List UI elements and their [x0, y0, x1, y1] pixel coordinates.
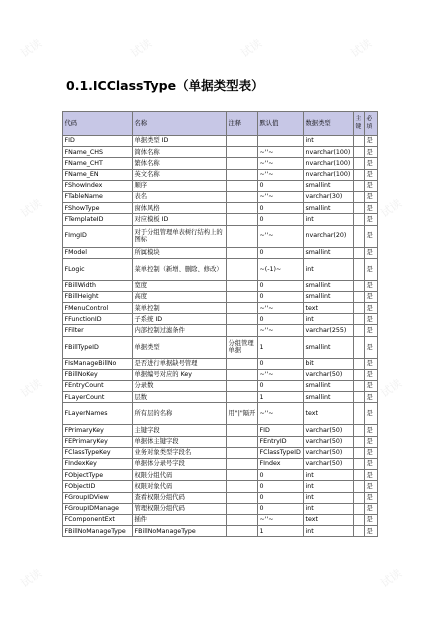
cell-default: 0 [258, 314, 304, 325]
cell-datatype: smallint [304, 280, 354, 291]
cell-default: 1 [258, 336, 304, 358]
cell-required: 是 [365, 481, 378, 492]
cell-default: 0 [258, 291, 304, 302]
cell-comment [227, 447, 258, 458]
cell-primary-key [354, 158, 365, 169]
cell-primary-key [354, 136, 365, 147]
table-row [63, 314, 378, 325]
cell-required: 是 [365, 158, 378, 169]
cell-comment [227, 503, 258, 514]
table-row [63, 158, 378, 169]
cell-primary-key [354, 191, 365, 202]
cell-default: ~''~ [258, 191, 304, 202]
cell-required: 是 [365, 381, 378, 392]
cell-required: 是 [365, 291, 378, 302]
cell-datatype: varchar(50) [304, 458, 354, 469]
cell-comment [227, 526, 258, 537]
cell-name: 高度 [133, 291, 227, 302]
table-row [63, 514, 378, 525]
cell-comment [227, 169, 258, 180]
cell-datatype: nvarchar(100) [304, 169, 354, 180]
cell-name: 单据类型 ID [133, 136, 227, 147]
cell-datatype: smallint [304, 336, 354, 358]
cell-required: 是 [365, 526, 378, 537]
table-row [63, 247, 378, 258]
table-row [63, 214, 378, 225]
cell-default: ~''~ [258, 147, 304, 158]
cell-comment [227, 225, 258, 247]
cell-default: ~''~ [258, 225, 304, 247]
cell-code: FTableName [63, 191, 133, 202]
cell-primary-key [354, 447, 365, 458]
cell-datatype: nvarchar(100) [304, 158, 354, 169]
cell-datatype: nvarchar(20) [304, 225, 354, 247]
cell-comment [227, 381, 258, 392]
cell-required: 是 [365, 147, 378, 158]
table-row [63, 526, 378, 537]
cell-datatype: int [304, 258, 354, 280]
table-row [63, 481, 378, 492]
cell-primary-key [354, 470, 365, 481]
cell-default: 0 [258, 481, 304, 492]
table-row [63, 503, 378, 514]
cell-default: 0 [258, 358, 304, 369]
cell-default: ~''~ [258, 303, 304, 314]
cell-comment [227, 314, 258, 325]
cell-default: 0 [258, 381, 304, 392]
cell-name: 表名 [133, 191, 227, 202]
cell-default: 1 [258, 392, 304, 403]
table-row [63, 492, 378, 503]
table-row [63, 381, 378, 392]
cell-primary-key [354, 169, 365, 180]
table-row [63, 225, 378, 247]
page-title: 0.1.ICClassType（单据类型表） [66, 78, 264, 93]
cell-default: 0 [258, 247, 304, 258]
table-row [63, 458, 378, 469]
cell-comment [227, 291, 258, 302]
table-row [63, 436, 378, 447]
table-row [63, 325, 378, 336]
cell-datatype: int [304, 503, 354, 514]
cell-required: 是 [365, 470, 378, 481]
cell-datatype: smallint [304, 392, 354, 403]
cell-comment [227, 147, 258, 158]
cell-default: ~''~ [258, 369, 304, 380]
table-row [63, 258, 378, 280]
cell-code: FLayerCount [63, 392, 133, 403]
cell-primary-key [354, 314, 365, 325]
table-row [63, 180, 378, 191]
table-row [63, 169, 378, 180]
table-row [63, 203, 378, 214]
cell-code: FID [63, 136, 133, 147]
cell-datatype: int [304, 526, 354, 537]
cell-datatype: varchar(50) [304, 436, 354, 447]
cell-name: 对于分组管理单表树行结构上的图标 [133, 225, 227, 247]
cell-name: 管理权限分组代码 [133, 503, 227, 514]
cell-default: FIndex [258, 458, 304, 469]
cell-primary-key [354, 526, 365, 537]
cell-name: 菜单控制（新增、删除、修改） [133, 258, 227, 280]
cell-primary-key [354, 225, 365, 247]
class-type-table [62, 111, 378, 537]
cell-required: 是 [365, 447, 378, 458]
cell-comment: 用"|"隔开 [227, 403, 258, 425]
cell-code: FGroupIDManage [63, 503, 133, 514]
cell-datatype: int [304, 492, 354, 503]
cell-code: FBillTypeID [63, 336, 133, 358]
cell-default: ~''~ [258, 169, 304, 180]
cell-comment [227, 436, 258, 447]
cell-code: FIsManageBillNo [63, 358, 133, 369]
cell-primary-key [354, 403, 365, 425]
cell-name: 顺序 [133, 180, 227, 191]
cell-comment [227, 203, 258, 214]
cell-required: 是 [365, 214, 378, 225]
cell-primary-key [354, 258, 365, 280]
cell-name: 权限对象代码 [133, 481, 227, 492]
cell-name: FBillNoManageType [133, 526, 227, 537]
cell-datatype: smallint [304, 180, 354, 191]
table-row [63, 447, 378, 458]
cell-datatype: int [304, 214, 354, 225]
cell-default: ~''~ [258, 403, 304, 425]
table-row [63, 425, 378, 436]
cell-code: FClassTypeKey [63, 447, 133, 458]
table-body [63, 136, 378, 537]
cell-name: 宽度 [133, 280, 227, 291]
cell-comment [227, 280, 258, 291]
cell-name: 窗体风格 [133, 203, 227, 214]
cell-comment [227, 258, 258, 280]
cell-default: FID [258, 425, 304, 436]
cell-code: FEPrimaryKey [63, 436, 133, 447]
cell-code: FEntryCount [63, 381, 133, 392]
cell-datatype: smallint [304, 291, 354, 302]
cell-comment [227, 492, 258, 503]
cell-primary-key [354, 481, 365, 492]
cell-comment [227, 481, 258, 492]
cell-primary-key [354, 381, 365, 392]
cell-code: FName_EN [63, 169, 133, 180]
cell-comment [227, 369, 258, 380]
cell-code: FName_CHS [63, 147, 133, 158]
cell-required: 是 [365, 392, 378, 403]
cell-primary-key [354, 458, 365, 469]
column-header-datatype: 数据类型 [304, 112, 354, 136]
cell-code: FObjectType [63, 470, 133, 481]
cell-primary-key [354, 291, 365, 302]
cell-primary-key [354, 303, 365, 314]
table-row [63, 336, 378, 358]
cell-code: FBillNoKey [63, 369, 133, 380]
cell-code: FMenuControl [63, 303, 133, 314]
cell-code: FFilter [63, 325, 133, 336]
column-header-default: 默认值 [258, 112, 304, 136]
cell-primary-key [354, 358, 365, 369]
cell-datatype: varchar(30) [304, 191, 354, 202]
table-row [63, 147, 378, 158]
cell-required: 是 [365, 325, 378, 336]
cell-default: 0 [258, 214, 304, 225]
cell-primary-key [354, 503, 365, 514]
cell-default: 0 [258, 470, 304, 481]
cell-default: ~(-1)~ [258, 258, 304, 280]
cell-comment [227, 214, 258, 225]
cell-name: 繁体名称 [133, 158, 227, 169]
cell-code: FIndexKey [63, 458, 133, 469]
cell-code: FBillHeight [63, 291, 133, 302]
cell-primary-key [354, 436, 365, 447]
cell-primary-key [354, 425, 365, 436]
column-header-name: 名称 [133, 112, 227, 136]
cell-code: FPrimaryKey [63, 425, 133, 436]
cell-datatype: int [304, 470, 354, 481]
table-header-row [63, 112, 378, 136]
cell-comment [227, 325, 258, 336]
cell-datatype: int [304, 481, 354, 492]
cell-default: 1 [258, 526, 304, 537]
cell-name: 子系统 ID [133, 314, 227, 325]
cell-primary-key [354, 147, 365, 158]
cell-name: 简体名称 [133, 147, 227, 158]
cell-required: 是 [365, 369, 378, 380]
cell-code: FBillWidth [63, 280, 133, 291]
cell-code: FModel [63, 247, 133, 258]
cell-datatype: text [304, 303, 354, 314]
cell-name: 分录数 [133, 381, 227, 392]
column-header-required: 必填 [365, 112, 378, 136]
cell-name: 插件 [133, 514, 227, 525]
cell-required: 是 [365, 336, 378, 358]
cell-primary-key [354, 180, 365, 191]
cell-datatype: varchar(50) [304, 425, 354, 436]
table-row [63, 392, 378, 403]
cell-default: FClassTypeID [258, 447, 304, 458]
cell-datatype: bit [304, 358, 354, 369]
cell-datatype: smallint [304, 203, 354, 214]
cell-comment [227, 470, 258, 481]
cell-name: 菜单控制 [133, 303, 227, 314]
cell-default: 0 [258, 180, 304, 191]
cell-comment [227, 425, 258, 436]
table-row [63, 303, 378, 314]
cell-required: 是 [365, 314, 378, 325]
table-row [63, 369, 378, 380]
cell-name: 是否进行单据缺号管理 [133, 358, 227, 369]
cell-datatype: int [304, 314, 354, 325]
cell-code: FShowIndex [63, 180, 133, 191]
cell-name: 主键字段 [133, 425, 227, 436]
cell-default: ~''~ [258, 158, 304, 169]
cell-primary-key [354, 214, 365, 225]
cell-required: 是 [365, 303, 378, 314]
cell-name: 权限分组代码 [133, 470, 227, 481]
cell-required: 是 [365, 403, 378, 425]
cell-datatype: text [304, 403, 354, 425]
cell-required: 是 [365, 247, 378, 258]
cell-comment [227, 392, 258, 403]
cell-required: 是 [365, 169, 378, 180]
cell-name: 层数 [133, 392, 227, 403]
cell-name: 单据编号对应的 Key [133, 369, 227, 380]
table-row [63, 358, 378, 369]
cell-default: ~''~ [258, 514, 304, 525]
cell-default: FEntryID [258, 436, 304, 447]
table-row [63, 191, 378, 202]
column-header-primary-key: 主键 [354, 112, 365, 136]
cell-primary-key [354, 280, 365, 291]
cell-comment [227, 303, 258, 314]
cell-comment [227, 458, 258, 469]
cell-code: FTemplateID [63, 214, 133, 225]
cell-code: FShowType [63, 203, 133, 214]
cell-datatype: text [304, 514, 354, 525]
cell-required: 是 [365, 136, 378, 147]
cell-required: 是 [365, 180, 378, 191]
cell-datatype: smallint [304, 381, 354, 392]
cell-required: 是 [365, 191, 378, 202]
cell-comment [227, 191, 258, 202]
cell-comment: 分组管理单据 [227, 336, 258, 358]
cell-datatype: smallint [304, 247, 354, 258]
cell-primary-key [354, 336, 365, 358]
cell-datatype: varchar(50) [304, 369, 354, 380]
cell-primary-key [354, 247, 365, 258]
cell-code: FImgID [63, 225, 133, 247]
cell-code: FName_CHT [63, 158, 133, 169]
cell-primary-key [354, 325, 365, 336]
cell-required: 是 [365, 425, 378, 436]
cell-code: FObjectID [63, 481, 133, 492]
table-row [63, 280, 378, 291]
cell-comment [227, 514, 258, 525]
cell-name: 业务对象类型字段名 [133, 447, 227, 458]
cell-comment [227, 136, 258, 147]
cell-default: 0 [258, 280, 304, 291]
column-header-code: 代码 [63, 112, 133, 136]
cell-name: 对应模板 ID [133, 214, 227, 225]
cell-required: 是 [365, 458, 378, 469]
cell-name: 所属模块 [133, 247, 227, 258]
cell-code: FComponentExt [63, 514, 133, 525]
cell-primary-key [354, 492, 365, 503]
cell-comment [227, 180, 258, 191]
cell-comment [227, 358, 258, 369]
cell-required: 是 [365, 280, 378, 291]
cell-default: ~''~ [258, 325, 304, 336]
column-header-comment: 注释 [227, 112, 258, 136]
cell-default: 0 [258, 492, 304, 503]
cell-datatype: varchar(50) [304, 447, 354, 458]
cell-name: 单据体主键字段 [133, 436, 227, 447]
cell-comment [227, 247, 258, 258]
cell-code: FBillNoManageType [63, 526, 133, 537]
cell-name: 内部控制过滤条件 [133, 325, 227, 336]
cell-code: FLogic [63, 258, 133, 280]
cell-datatype: int [304, 136, 354, 147]
cell-required: 是 [365, 503, 378, 514]
cell-datatype: varchar(255) [304, 325, 354, 336]
cell-default: 0 [258, 203, 304, 214]
cell-comment [227, 158, 258, 169]
cell-name: 单据类型 [133, 336, 227, 358]
cell-primary-key [354, 203, 365, 214]
cell-name: 查看权限分组代码 [133, 492, 227, 503]
cell-required: 是 [365, 258, 378, 280]
table-row [63, 403, 378, 425]
cell-required: 是 [365, 514, 378, 525]
cell-required: 是 [365, 436, 378, 447]
cell-name: 所有层的名称 [133, 403, 227, 425]
table-row [63, 291, 378, 302]
cell-primary-key [354, 369, 365, 380]
cell-name: 单据体分录号字段 [133, 458, 227, 469]
table-row [63, 136, 378, 147]
cell-required: 是 [365, 358, 378, 369]
cell-name: 英文名称 [133, 169, 227, 180]
cell-primary-key [354, 392, 365, 403]
table-row [63, 470, 378, 481]
cell-required: 是 [365, 225, 378, 247]
cell-datatype: nvarchar(100) [304, 147, 354, 158]
cell-code: FLayerNames [63, 403, 133, 425]
cell-required: 是 [365, 203, 378, 214]
cell-required: 是 [365, 492, 378, 503]
cell-primary-key [354, 514, 365, 525]
cell-code: FFunctionID [63, 314, 133, 325]
cell-default [258, 136, 304, 147]
cell-default: 0 [258, 503, 304, 514]
cell-code: FGroupIDView [63, 492, 133, 503]
